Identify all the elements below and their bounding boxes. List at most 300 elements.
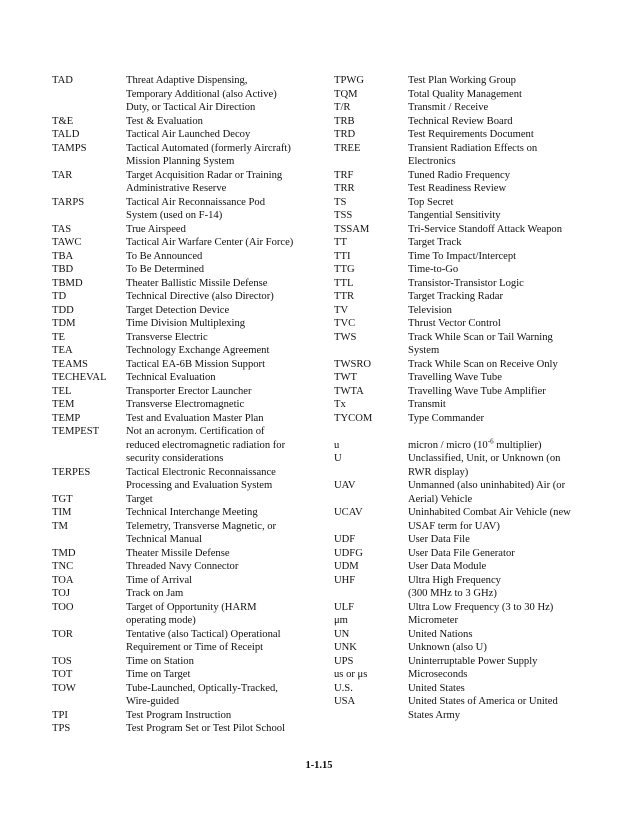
acronym-definition xyxy=(408,695,614,722)
acronym-definition xyxy=(408,196,614,210)
definition-line: Unclassified, Unit, or Unknown (on xyxy=(408,453,561,464)
glossary-entry xyxy=(52,169,337,196)
definition-line: Television xyxy=(408,304,452,316)
definition-line: Test Plan Working Group xyxy=(408,75,516,86)
definition-line: Test Readiness Review xyxy=(408,183,507,194)
glossary-entry xyxy=(52,263,337,277)
acronym-definition xyxy=(126,317,337,331)
glossary-entry xyxy=(334,560,614,574)
acronym-term: TEMP xyxy=(52,412,81,424)
acronym-term: TEA xyxy=(52,345,73,356)
glossary-entry xyxy=(334,574,614,601)
acronym-term: TEL xyxy=(52,385,72,397)
definition-line: Tube-Launched, Optically-Tracked, xyxy=(126,682,278,694)
acronym-term: TBD xyxy=(52,264,74,275)
acronym-definition xyxy=(408,101,614,115)
acronym-definition xyxy=(408,452,614,479)
definition-line: To Be Determined xyxy=(126,264,205,275)
definition-text: micron / micro (10 xyxy=(408,439,488,451)
acronym-definition xyxy=(126,587,337,601)
acronym-term: TEMPEST xyxy=(52,426,100,437)
glossary-entry xyxy=(52,682,337,709)
definition-line: Time on Target xyxy=(126,669,191,680)
acronym-definition xyxy=(126,668,337,682)
glossary-entry xyxy=(334,412,614,426)
definition-line: Thrust Vector Control xyxy=(408,318,501,329)
glossary-entry xyxy=(52,236,337,250)
acronym-definition xyxy=(126,655,337,669)
acronym-term: TE xyxy=(52,331,65,343)
glossary-entry xyxy=(52,601,337,628)
glossary-entry xyxy=(334,385,614,399)
acronym-term: T&E xyxy=(52,115,74,127)
definition-line: Unmanned (also uninhabited) Air (or xyxy=(408,480,566,491)
acronym-definition xyxy=(408,182,614,196)
definition-line: Theater Missile Defense xyxy=(126,547,230,559)
glossary-entry xyxy=(334,304,614,318)
acronym-term: TS xyxy=(334,196,347,208)
glossary-entry xyxy=(334,371,614,385)
acronym-term: TVC xyxy=(334,318,356,329)
acronym-term: TARPS xyxy=(52,196,85,208)
acronym-definition xyxy=(408,436,614,453)
definition-line: System (used on F-14) xyxy=(126,210,223,221)
definition-line: Target Detection Device xyxy=(126,304,230,316)
glossary-entry xyxy=(334,533,614,547)
acronym-term: TRB xyxy=(334,115,355,127)
definition-text: multiplier) xyxy=(496,439,542,451)
acronym-definition xyxy=(408,547,614,561)
glossary-entry xyxy=(52,317,337,331)
acronym-definition xyxy=(126,628,337,655)
acronym-term: TOS xyxy=(52,655,72,667)
acronym-term: TTI xyxy=(334,250,351,262)
acronym-definition xyxy=(408,128,614,142)
definition-line: Technical Review Board xyxy=(408,115,513,127)
definition-line: Total Quality Management xyxy=(408,88,522,100)
glossary-entry xyxy=(334,115,614,129)
definition-line: Microseconds xyxy=(408,669,468,680)
definition-line: Temporary Additional (also Active) xyxy=(126,88,277,100)
acronym-definition xyxy=(408,304,614,318)
definition-line: Duty, or Tactical Air Direction xyxy=(126,102,256,113)
acronym-term: TM xyxy=(52,520,68,532)
glossary-entry xyxy=(334,668,614,682)
glossary-entry xyxy=(52,425,337,466)
acronym-definition xyxy=(408,641,614,655)
acronym-term: TDM xyxy=(52,318,76,329)
glossary-entry xyxy=(334,88,614,102)
definition-line: Tri-Service Standoff Attack Weapon xyxy=(408,223,563,235)
acronym-definition xyxy=(408,115,614,129)
acronym-term: TOO xyxy=(52,601,74,613)
definition-line: User Data File Generator xyxy=(408,547,515,559)
definition-line: Track While Scan or Tail Warning xyxy=(408,331,553,343)
definition-line: Tactical Electronic Reconnaissance xyxy=(126,466,276,478)
glossary-entry xyxy=(52,722,337,736)
acronym-definition xyxy=(126,344,337,358)
acronym-term: TECHEVAL xyxy=(52,372,107,383)
glossary-entry xyxy=(334,614,614,628)
glossary-entry xyxy=(52,506,337,520)
acronym-term: TTL xyxy=(334,277,354,289)
acronym-term: UCAV xyxy=(334,507,363,518)
definition-line: Requirement or Time of Receipt xyxy=(126,642,264,653)
acronym-term: TRD xyxy=(334,129,356,140)
glossary-left-column xyxy=(52,74,337,736)
definition-line: Target of Opportunity (HARM xyxy=(126,601,257,613)
acronym-definition xyxy=(408,533,614,547)
glossary-entry xyxy=(52,520,337,547)
acronym-term: TMD xyxy=(52,547,76,559)
definition-line: operating mode) xyxy=(126,615,196,626)
acronym-term: UN xyxy=(334,628,350,640)
acronym-definition xyxy=(126,277,337,291)
definition-line: Technical Manual xyxy=(126,534,203,545)
acronym-term: TWT xyxy=(334,372,357,383)
definition-line: Ultra Low Frequency (3 to 30 Hz) xyxy=(408,601,554,613)
acronym-definition xyxy=(126,169,337,196)
acronym-term: TOJ xyxy=(52,588,71,599)
acronym-term: TDD xyxy=(52,304,74,316)
acronym-term: T/R xyxy=(334,102,351,113)
acronym-definition xyxy=(126,466,337,493)
definition-line: Tactical Air Launched Decoy xyxy=(126,129,251,140)
definition-line: Test Program Set or Test Pilot School xyxy=(126,723,285,734)
glossary-entry xyxy=(334,142,614,169)
glossary-entry xyxy=(52,587,337,601)
definition-line: Tuned Radio Frequency xyxy=(408,169,511,181)
definition-line: Track While Scan on Receive Only xyxy=(408,358,558,370)
definition-line: Target Tracking Radar xyxy=(408,291,503,302)
glossary-entry xyxy=(334,506,614,533)
acronym-term: TPI xyxy=(52,709,68,721)
acronym-definition xyxy=(408,250,614,264)
glossary-entry xyxy=(334,101,614,115)
acronym-definition xyxy=(408,331,614,358)
acronym-definition xyxy=(126,223,337,237)
glossary-entry xyxy=(52,115,337,129)
definition-line: Not an acronym. Certification of xyxy=(126,426,265,437)
definition-line: Processing and Evaluation System xyxy=(126,480,273,491)
definition-line: Transmit xyxy=(408,399,446,410)
definition-line: Time on Station xyxy=(126,655,194,667)
acronym-definition xyxy=(408,479,614,506)
definition-line: Tentative (also Tactical) Operational xyxy=(126,628,281,640)
acronym-term: TEM xyxy=(52,399,75,410)
definition-line: Test and Evaluation Master Plan xyxy=(126,412,264,424)
acronym-term: TPS xyxy=(52,723,71,734)
section-spacer xyxy=(334,425,614,439)
acronym-definition xyxy=(408,506,614,533)
acronym-term: TYCOM xyxy=(334,412,373,424)
definition-line: Test Program Instruction xyxy=(126,709,232,721)
acronym-definition xyxy=(408,236,614,250)
acronym-term: TV xyxy=(334,304,349,316)
definition-line: United States of America or United xyxy=(408,696,558,707)
acronym-definition xyxy=(126,128,337,142)
glossary-entry xyxy=(52,290,337,304)
acronym-term: U xyxy=(334,453,342,464)
acronym-term: TBMD xyxy=(52,277,83,289)
acronym-term: UHF xyxy=(334,574,356,586)
glossary-entry xyxy=(52,74,337,115)
acronym-definition xyxy=(408,628,614,642)
definition-line: Transient Radiation Effects on xyxy=(408,142,538,154)
page-number: 1-1.15 xyxy=(305,760,333,771)
glossary-entry xyxy=(52,628,337,655)
definition-line: Transverse Electromagnetic xyxy=(126,399,245,410)
acronym-term: TBA xyxy=(52,250,74,262)
acronym-definition xyxy=(408,358,614,372)
glossary-entry xyxy=(52,142,337,169)
glossary-entry xyxy=(334,277,614,291)
glossary-entry xyxy=(52,371,337,385)
glossary-entry xyxy=(52,196,337,223)
glossary-entry xyxy=(334,436,614,453)
definition-line: System xyxy=(408,345,440,356)
glossary-entry xyxy=(52,547,337,561)
acronym-definition xyxy=(126,331,337,345)
glossary-right-column xyxy=(334,74,614,722)
glossary-entry xyxy=(52,668,337,682)
acronym-term: USA xyxy=(334,696,356,707)
acronym-definition xyxy=(408,142,614,169)
glossary-entry xyxy=(52,385,337,399)
acronym-definition xyxy=(408,223,614,237)
definition-line: Time of Arrival xyxy=(126,574,193,586)
acronym-definition xyxy=(126,574,337,588)
glossary-entry xyxy=(334,682,614,696)
glossary-entry xyxy=(334,317,614,331)
acronym-term: TRR xyxy=(334,183,355,194)
acronym-term: TERPES xyxy=(52,466,91,478)
definition-line: Wire-guided xyxy=(126,696,180,707)
glossary-entry xyxy=(334,196,614,210)
definition-line: Transistor-Transistor Logic xyxy=(408,277,524,289)
definition-line: United States xyxy=(408,682,465,694)
acronym-term: TQM xyxy=(334,88,358,100)
acronym-term: TAMPS xyxy=(52,142,87,154)
definition-line: Technical Interchange Meeting xyxy=(126,507,258,518)
acronym-definition xyxy=(126,560,337,574)
acronym-term: TAWC xyxy=(52,237,82,248)
glossary-entry xyxy=(52,466,337,493)
acronym-term: TWTA xyxy=(334,385,364,397)
acronym-term: TAR xyxy=(52,169,73,181)
glossary-entry xyxy=(334,655,614,669)
definition-line: User Data Module xyxy=(408,561,487,572)
glossary-entry xyxy=(334,169,614,183)
definition-line: Target Acquisition Radar or Training xyxy=(126,169,283,181)
definition-line: Target Track xyxy=(408,237,462,248)
definition-line: Uninhabited Combat Air Vehicle (new xyxy=(408,507,571,518)
acronym-definition xyxy=(408,668,614,682)
glossary-entry xyxy=(334,182,614,196)
definition-line: Target xyxy=(126,493,153,505)
acronym-term: UDFG xyxy=(334,547,363,559)
acronym-definition xyxy=(126,304,337,318)
acronym-term: U.S. xyxy=(334,682,353,694)
acronym-term: Tx xyxy=(334,399,346,410)
definition-line xyxy=(408,436,614,453)
acronym-definition xyxy=(126,196,337,223)
definition-line: Travelling Wave Tube xyxy=(408,372,502,383)
glossary-entry xyxy=(52,331,337,345)
acronym-definition xyxy=(408,169,614,183)
definition-line: Telemetry, Transverse Magnetic, or xyxy=(126,520,277,532)
acronym-term: TIM xyxy=(52,507,72,518)
acronym-term: TPWG xyxy=(334,75,365,86)
definition-line: Electronics xyxy=(408,156,456,167)
exponent: -6 xyxy=(487,436,494,445)
definition-line: Technical Evaluation xyxy=(126,372,216,383)
acronym-term: TOT xyxy=(52,669,73,680)
acronym-term: TWS xyxy=(334,331,357,343)
acronym-definition xyxy=(126,250,337,264)
definition-line: True Airspeed xyxy=(126,223,186,235)
acronym-definition xyxy=(126,385,337,399)
definition-line: United Nations xyxy=(408,628,473,640)
definition-line: RWR display) xyxy=(408,466,469,478)
acronym-definition xyxy=(126,115,337,129)
acronym-definition xyxy=(408,412,614,426)
acronym-definition xyxy=(408,601,614,615)
acronym-definition xyxy=(126,412,337,426)
acronym-term: TRF xyxy=(334,169,354,181)
acronym-term: TOW xyxy=(52,682,76,694)
glossary-entry xyxy=(334,398,614,412)
acronym-definition xyxy=(408,398,614,412)
glossary-entry xyxy=(52,655,337,669)
definition-line: Tactical Air Reconnaissance Pod xyxy=(126,196,265,208)
acronym-term: TEAMS xyxy=(52,358,88,370)
glossary-entry xyxy=(52,223,337,237)
acronym-term: TGT xyxy=(52,493,73,505)
definition-line: Ultra High Frequency xyxy=(408,574,501,586)
acronym-definition xyxy=(126,371,337,385)
definition-line: Test & Evaluation xyxy=(126,115,203,127)
acronym-definition xyxy=(126,398,337,412)
acronym-term: TAD xyxy=(52,75,73,86)
definition-line: reduced electromagnetic radiation for xyxy=(126,439,286,451)
glossary-entry xyxy=(334,452,614,479)
acronym-term: TWSRO xyxy=(334,358,372,370)
glossary-entry xyxy=(52,358,337,372)
acronym-definition xyxy=(408,88,614,102)
glossary-entry xyxy=(52,574,337,588)
acronym-term: UAV xyxy=(334,480,356,491)
glossary-entry xyxy=(334,641,614,655)
definition-line: Unknown (also U) xyxy=(408,642,487,653)
definition-line: Test Requirements Document xyxy=(408,129,534,140)
glossary-entry xyxy=(334,250,614,264)
definition-line: Travelling Wave Tube Amplifier xyxy=(408,385,546,397)
acronym-term: μm xyxy=(334,615,348,626)
definition-line: User Data File xyxy=(408,534,470,545)
glossary-entry xyxy=(52,412,337,426)
acronym-definition xyxy=(408,560,614,574)
acronym-definition xyxy=(126,709,337,723)
glossary-entry xyxy=(334,128,614,142)
glossary-entry xyxy=(52,709,337,723)
glossary-entry xyxy=(52,560,337,574)
acronym-definition xyxy=(408,614,614,628)
glossary-entry xyxy=(334,358,614,372)
acronym-term: UDF xyxy=(334,534,356,545)
acronym-definition xyxy=(408,74,614,88)
acronym-term: TT xyxy=(334,237,347,248)
glossary-entry xyxy=(334,209,614,223)
acronym-term: TTR xyxy=(334,291,355,302)
definition-line: Top Secret xyxy=(408,196,454,208)
glossary-entry xyxy=(52,128,337,142)
glossary-entry xyxy=(52,250,337,264)
acronym-definition xyxy=(126,425,337,466)
acronym-term: TOR xyxy=(52,628,73,640)
glossary-entry xyxy=(334,628,614,642)
acronym-definition xyxy=(408,277,614,291)
acronym-definition xyxy=(126,263,337,277)
glossary-entry xyxy=(334,236,614,250)
glossary-entry xyxy=(52,344,337,358)
definition-line: Micrometer xyxy=(408,615,459,626)
definition-line: Threat Adaptive Dispensing, xyxy=(126,75,248,86)
acronym-definition xyxy=(126,142,337,169)
definition-line: Uninterruptable Power Supply xyxy=(408,655,538,667)
definition-line: Technology Exchange Agreement xyxy=(126,345,270,356)
definition-line: States Army xyxy=(408,709,461,721)
glossary-entry xyxy=(334,331,614,358)
definition-line: (300 MHz to 3 GHz) xyxy=(408,588,497,599)
definition-line: Tactical Automated (formerly Aircraft) xyxy=(126,142,291,154)
acronym-definition xyxy=(126,290,337,304)
acronym-term: TREE xyxy=(334,142,361,154)
glossary-entry xyxy=(334,74,614,88)
acronym-term: TSSAM xyxy=(334,223,370,235)
definition-line: Type Commander xyxy=(408,412,485,424)
acronym-term: ULF xyxy=(334,601,355,613)
definition-line: Track on Jam xyxy=(126,588,184,599)
acronym-definition xyxy=(408,263,614,277)
glossary-entry xyxy=(334,479,614,506)
acronym-definition xyxy=(408,371,614,385)
acronym-definition xyxy=(408,385,614,399)
acronym-definition xyxy=(408,209,614,223)
acronym-definition xyxy=(126,601,337,628)
glossary-entry xyxy=(334,263,614,277)
definition-line: security considerations xyxy=(126,453,224,464)
definition-line: Technical Directive (also Director) xyxy=(126,291,274,302)
acronym-term: UPS xyxy=(334,655,354,667)
definition-line: Time-to-Go xyxy=(408,264,459,275)
definition-line: Theater Ballistic Missile Defense xyxy=(126,277,268,289)
definition-line: Tactical EA-6B Mission Support xyxy=(126,358,266,370)
acronym-term: us or μs xyxy=(334,669,368,680)
acronym-term: TD xyxy=(52,291,67,302)
acronym-term: TALD xyxy=(52,129,80,140)
acronym-definition xyxy=(126,682,337,709)
glossary-entry xyxy=(334,223,614,237)
acronym-term: TTG xyxy=(334,264,355,275)
glossary-entry xyxy=(334,290,614,304)
acronym-definition xyxy=(126,236,337,250)
acronym-term: u xyxy=(334,439,340,451)
glossary-entry xyxy=(334,547,614,561)
acronym-term: UNK xyxy=(334,642,357,653)
definition-line: Transverse Electric xyxy=(126,331,208,343)
definition-line: Mission Planning System xyxy=(126,156,235,167)
